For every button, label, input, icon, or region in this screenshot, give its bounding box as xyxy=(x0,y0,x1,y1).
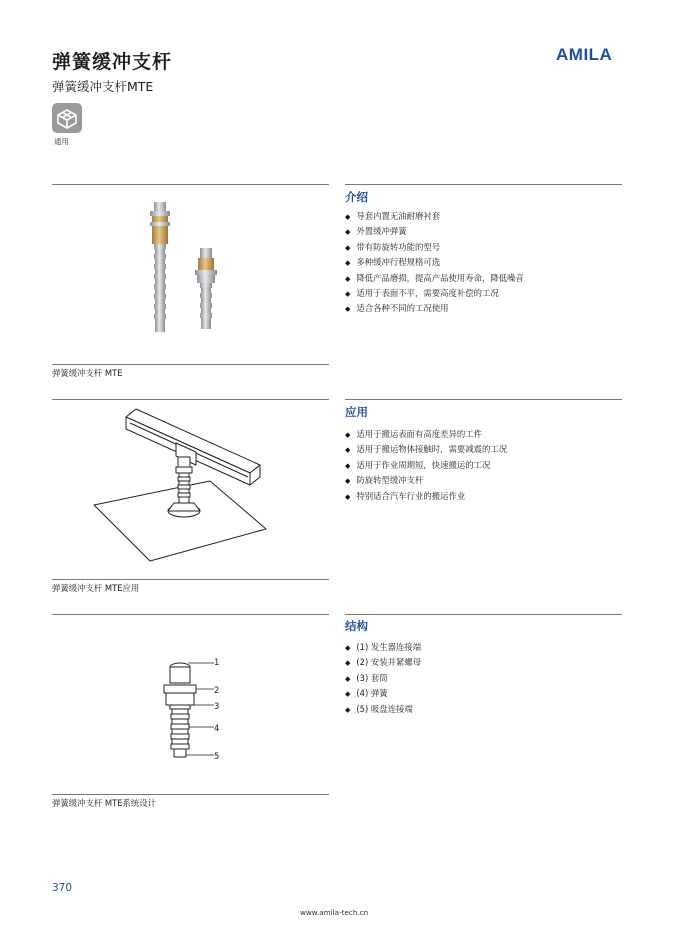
section-heading-application: 应用 xyxy=(345,405,368,419)
right-rule-3 xyxy=(345,614,622,615)
list-item: ◆ 导套内置无油耐磨衬套 xyxy=(345,209,524,224)
list-item: ◆ 适合各种不同的工况使用 xyxy=(345,301,524,316)
callout-label: 5 xyxy=(214,751,220,761)
left-rule-3-top xyxy=(52,614,329,615)
figure-caption-1: 弹簧缓冲支杆 MTE xyxy=(52,368,123,378)
brand-logo: AMILA xyxy=(556,45,613,64)
list-item: ◆ (2) 安装并紧螺母 xyxy=(345,655,421,670)
badge-label: 通用 xyxy=(54,137,69,146)
footer-url[interactable]: www.amila-tech.cn xyxy=(300,908,369,917)
callout-label: 1 xyxy=(214,657,220,667)
figure-caption-2: 弹簧缓冲支杆 MTE应用 xyxy=(52,583,140,593)
application-list xyxy=(345,427,507,504)
right-rule-1 xyxy=(345,184,622,185)
list-item: ◆ 多种缓冲行程规格可选 xyxy=(345,255,524,270)
section-heading-structure: 结构 xyxy=(345,619,368,633)
list-item: ◆ 降低产品磨损，提高产品使用寿命，降低噪音 xyxy=(345,271,524,286)
section-heading-intro: 介绍 xyxy=(345,190,368,204)
callout-label: 2 xyxy=(214,685,220,695)
application-drawing xyxy=(90,405,280,570)
left-rule-1-top xyxy=(52,184,329,185)
caption-rule-3 xyxy=(52,794,329,795)
page-title: 弹簧缓冲支杆 xyxy=(52,51,173,73)
list-item: ◆ 适用于表面不平，需要高度补偿的工况 xyxy=(345,286,524,301)
figure-caption-3: 弹簧缓冲支杆 MTE系统设计 xyxy=(52,798,157,808)
left-rule-2-top xyxy=(52,399,329,400)
intro-list xyxy=(345,209,524,317)
list-item: ◆ (1) 发生器连接端 xyxy=(345,640,421,655)
product-photo xyxy=(140,198,230,338)
caption-rule-1 xyxy=(52,364,329,365)
list-item: ◆ (4) 弹簧 xyxy=(345,686,421,701)
list-item: ◆ 外置缓冲弹簧 xyxy=(345,224,524,239)
list-item: ◆ (3) 套筒 xyxy=(345,671,421,686)
list-item: ◆ 带有防旋转功能的型号 xyxy=(345,240,524,255)
right-rule-2 xyxy=(345,399,622,400)
page-number: 370 xyxy=(52,882,73,894)
structure-list xyxy=(345,640,421,717)
callout-label: 3 xyxy=(214,701,220,711)
page-subtitle: 弹簧缓冲支杆MTE xyxy=(52,79,154,94)
module-cube-icon xyxy=(52,103,82,133)
list-item: ◆ 特别适合汽车行业的搬运作业 xyxy=(345,489,507,504)
list-item: ◆ 适用于搬运表面有高度差异的工件 xyxy=(345,427,507,442)
list-item: ◆ 防旋转型缓冲支杆 xyxy=(345,473,507,488)
callout-label: 4 xyxy=(214,723,220,733)
list-item: ◆ 适用于搬运物体接触时，需要减震的工况 xyxy=(345,442,507,457)
caption-rule-2 xyxy=(52,579,329,580)
list-item: ◆ 适用于作业周期短，快速搬运的工况 xyxy=(345,458,507,473)
list-item: ◆ (5) 吸盘连接端 xyxy=(345,702,421,717)
